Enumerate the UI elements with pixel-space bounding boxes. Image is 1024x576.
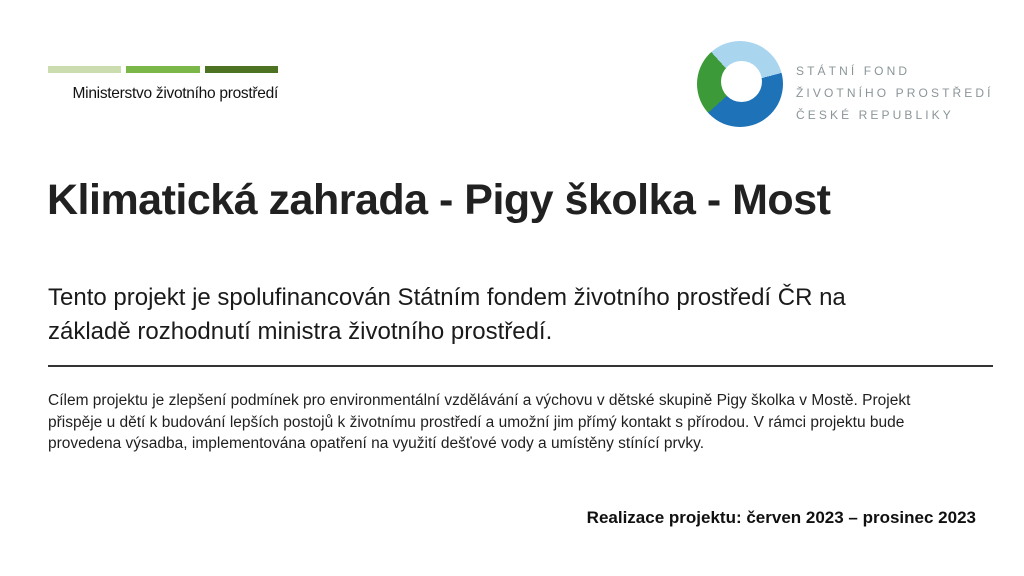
sfzp-swirl-icon (697, 41, 783, 127)
sfzp-logo (697, 41, 994, 127)
mzp-bar-light-green (48, 66, 121, 73)
sfzp-logo-text (796, 60, 994, 127)
cofinancing-line-2: základě rozhodnutí ministra životního prostředí. (48, 318, 553, 345)
page-title: Klimatická zahrada - Pigy školka - Most (47, 176, 831, 224)
sfzp-text-line-3: ČESKÉ REPUBLIKY (796, 108, 954, 122)
mzp-logo-bars (48, 66, 278, 73)
description-line-2: přispěje u dětí k budování lepších postojů k životnímu prostředí a umožní jim přímý kontakt s přírodou. V rámci projektu bude (48, 413, 905, 431)
cofinancing-paragraph (48, 281, 846, 349)
mzp-bar-dark-green (205, 66, 278, 73)
mzp-logo-text: Ministerstvo životního prostředí (72, 85, 279, 102)
project-description-paragraph (48, 390, 910, 455)
mzp-logo (48, 66, 278, 103)
sfzp-text-line-2: ŽIVOTNÍHO PROSTŘEDÍ (796, 86, 994, 100)
realization-period-text: Realizace projektu: červen 2023 – prosinec 2023 (586, 508, 976, 527)
cofinancing-line-1: Tento projekt je spolufinancován Státním fondem životního prostředí ČR na (48, 284, 846, 311)
description-line-3: provedena výsadba, implementována opatření na využití dešťové vody a umístěny stínící prvky. (48, 435, 705, 452)
description-line-1: Cílem projektu je zlepšení podmínek pro environmentální vzdělávání a výchovu v dětské skupině Pigy školka v Mostě. Projekt (48, 392, 911, 409)
divider-line (48, 365, 993, 367)
mzp-bar-medium-green (126, 66, 199, 73)
sfzp-text-line-1: STÁTNÍ FOND (796, 64, 911, 78)
